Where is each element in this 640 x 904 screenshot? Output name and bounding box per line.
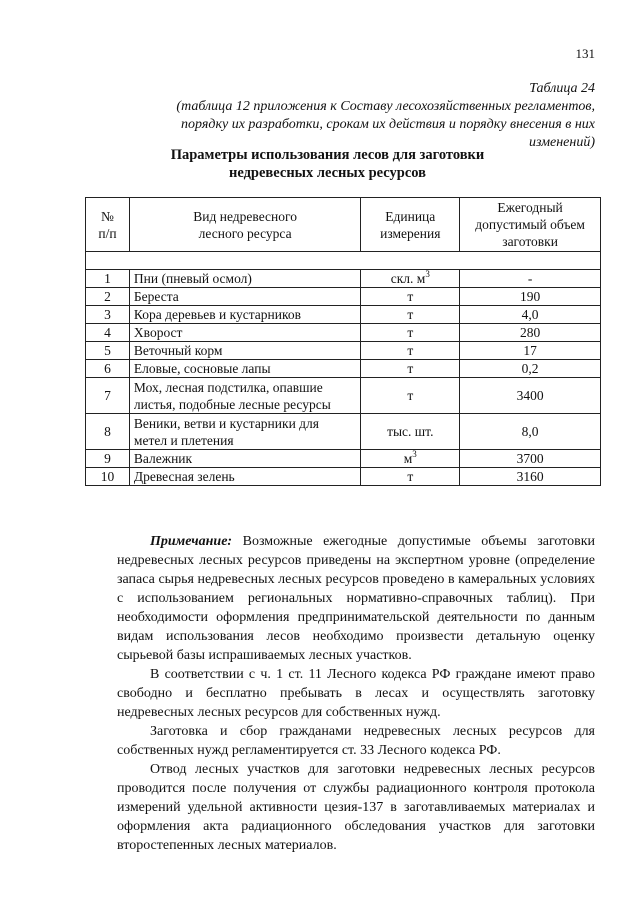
row-unit-text: скл. м <box>390 271 426 286</box>
row-resource-name-line-2: метел и плетения <box>133 432 234 448</box>
row-unit-text: м <box>403 451 413 466</box>
row-resource-name <box>129 378 360 414</box>
row-unit-superscript: 3 <box>412 449 417 459</box>
row-resource-name <box>129 288 360 306</box>
note-lead: Примечание: <box>150 534 233 549</box>
row-number: 10 <box>86 468 130 486</box>
row-unit <box>361 306 460 324</box>
note-paragraph-4: Отвод лесных участков для заготовки недревесных лесных ресурсов проводится после получения от службы радиационного контроля протокола измерений удельной активности цезия-137 в заготавливаемых материалах и оформления акта радиационного обследования участков для заготовки второстепенных лесных материалов. <box>117 762 595 853</box>
row-number: 6 <box>86 360 130 378</box>
resources-table <box>85 197 601 486</box>
header-unit-line-1: Единица <box>385 208 436 224</box>
row-resource-name <box>129 324 360 342</box>
row-annual-volume: 3400 <box>460 378 601 414</box>
row-resource-name-line-1: Мох, лесная подстилка, опавшие <box>133 379 323 395</box>
row-resource-name <box>129 270 360 288</box>
row-unit-superscript: 3 <box>425 269 430 279</box>
source-note-line-3: изменений) <box>528 135 595 150</box>
row-unit-text: т <box>407 343 414 358</box>
table-header-row <box>86 198 601 252</box>
row-resource-name-line-1: Хворост <box>133 325 183 340</box>
row-resource-name-line-1: Пни (пневый осмол) <box>133 271 252 286</box>
row-annual-volume: - <box>460 270 601 288</box>
note-paragraph-3: Заготовка и сбор гражданами недревесных лесных ресурсов для собственных нужд регламентируется ст. 33 Лесного кодекса РФ. <box>117 724 595 758</box>
table-row <box>86 450 601 468</box>
header-resource-line-2: лесного ресурса <box>198 225 292 241</box>
row-unit <box>361 270 460 288</box>
row-unit <box>361 468 460 486</box>
spacer-cell <box>86 252 601 270</box>
table-row <box>86 342 601 360</box>
notes-section <box>117 532 595 855</box>
table-caption <box>120 80 595 152</box>
header-unit-line-2: измерения <box>380 225 441 241</box>
row-unit <box>361 414 460 450</box>
row-resource-name <box>129 414 360 450</box>
row-unit-text: тыс. шт. <box>387 424 434 439</box>
table-row <box>86 324 601 342</box>
header-volume-line-1: Ежегодный <box>497 200 563 215</box>
row-number: 5 <box>86 342 130 360</box>
row-unit-text: т <box>407 325 414 340</box>
table-row <box>86 360 601 378</box>
row-unit <box>361 378 460 414</box>
note-paragraph-1 <box>117 532 595 665</box>
source-note-line-1: (таблица 12 приложения к Составу лесохозяйственных регламентов, <box>176 99 595 114</box>
table-spacer-row <box>86 252 601 270</box>
table-title-line-2: недревесных лесных ресурсов <box>229 165 426 181</box>
row-unit <box>361 360 460 378</box>
row-annual-volume: 280 <box>460 324 601 342</box>
row-unit <box>361 324 460 342</box>
note-paragraph-2: В соответствии с ч. 1 ст. 11 Лесного кодекса РФ граждане имеют право свободно и бесплатно пребывать в лесах и осуществлять заготовку недревесных лесных ресурсов для собственных нужд. <box>117 667 595 720</box>
row-unit <box>361 288 460 306</box>
header-volume-line-3: заготовки <box>502 234 558 249</box>
row-annual-volume: 3700 <box>460 450 601 468</box>
row-unit-text: т <box>407 469 414 484</box>
row-unit-text: т <box>407 361 414 376</box>
page-number: 131 <box>575 46 595 61</box>
row-number: 7 <box>86 378 130 414</box>
row-resource-name <box>129 450 360 468</box>
row-resource-name-line-2: листья, подобные лесные ресурсы <box>133 396 331 412</box>
row-number: 3 <box>86 306 130 324</box>
header-resource-type <box>129 198 360 252</box>
row-number: 4 <box>86 324 130 342</box>
row-resource-name-line-1: Веточный корм <box>133 343 223 358</box>
header-number-line-2: п/п <box>98 225 117 241</box>
row-resource-name-line-1: Кора деревьев и кустарников <box>133 307 301 322</box>
header-number-line-1: № <box>101 208 114 224</box>
table-row <box>86 468 601 486</box>
table-title-line-1: Параметры использования лесов для заготовки <box>170 147 485 163</box>
source-note-line-2: порядку их разработки, срокам их действия и порядку внесения в них <box>181 117 595 132</box>
table-title <box>60 146 595 182</box>
row-annual-volume: 3160 <box>460 468 601 486</box>
header-unit <box>361 198 460 252</box>
table-row <box>86 306 601 324</box>
row-resource-name-line-1: Древесная зелень <box>133 469 235 484</box>
row-number: 2 <box>86 288 130 306</box>
row-resource-name <box>129 468 360 486</box>
row-annual-volume: 17 <box>460 342 601 360</box>
table-row <box>86 270 601 288</box>
row-resource-name-line-1: Валежник <box>133 451 193 466</box>
row-resource-name-line-1: Береста <box>133 289 179 304</box>
row-annual-volume: 0,2 <box>460 360 601 378</box>
table-label: Таблица 24 <box>529 81 595 96</box>
row-annual-volume: 4,0 <box>460 306 601 324</box>
row-unit <box>361 342 460 360</box>
row-annual-volume: 8,0 <box>460 414 601 450</box>
note-text: Возможные ежегодные допустимые объемы заготовки недревесных лесных ресурсов приведены на экспертном уровне (определение запаса сырья недревесных лесных ресурсов проведено в камеральных условиях с использованием региональных нормативно-справочных таблиц). При необходимости оформления предпринимательской деятельности по данным видам использования лесов необходимо произвести детальную оценку сырьевой базы испрашиваемых лесных участков. <box>117 534 595 663</box>
row-resource-name <box>129 360 360 378</box>
row-number: 9 <box>86 450 130 468</box>
header-volume-line-2: допустимый объем <box>475 217 585 232</box>
row-unit-text: т <box>407 388 414 403</box>
row-unit-text: т <box>407 289 414 304</box>
table-row <box>86 414 601 450</box>
row-resource-name-line-1: Еловые, сосновые лапы <box>133 361 271 376</box>
row-annual-volume: 190 <box>460 288 601 306</box>
row-number: 1 <box>86 270 130 288</box>
row-resource-name <box>129 342 360 360</box>
table-row <box>86 288 601 306</box>
table-row <box>86 378 601 414</box>
header-number <box>86 198 130 252</box>
row-number: 8 <box>86 414 130 450</box>
row-resource-name-line-1: Веники, ветви и кустарники для <box>133 415 319 431</box>
row-unit-text: т <box>407 307 414 322</box>
row-unit <box>361 450 460 468</box>
table-body <box>86 270 601 486</box>
header-resource-line-1: Вид недревесного <box>193 208 297 224</box>
row-resource-name <box>129 306 360 324</box>
header-annual-volume <box>460 198 601 252</box>
